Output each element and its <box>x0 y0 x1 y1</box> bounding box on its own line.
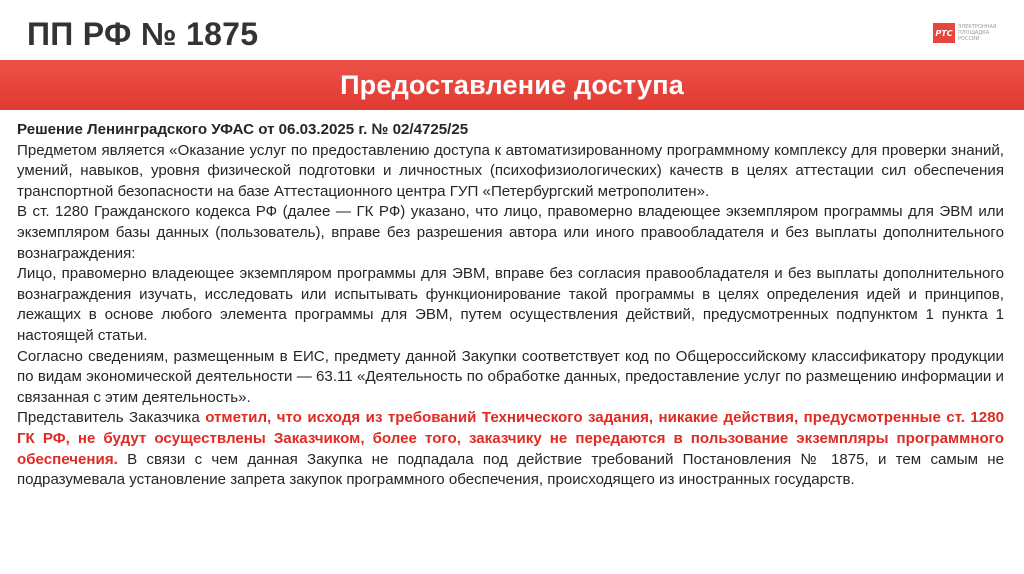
rts-logo <box>933 23 1003 43</box>
section-banner <box>0 60 1024 110</box>
banner-title: Предоставление доступа <box>340 69 684 100</box>
paragraph-eis-code: Согласно сведениям, размещенным в ЕИС, предмету данной Закупки соответствует код по Общероссийскому классификатору продукции по видам экономической деятельности — 63.11 «Деятельность по обработке данных, предоставление услуг по размещению информации и связанная с этим деятельность». <box>17 347 1004 406</box>
paragraph-lawful-owner: Лицо, правомерно владеющее экземпляром программы для ЭВМ, вправе без согласия правообладателя и без выплаты дополнительного вознаграждения изучать, исследовать или испытывать функционирование такой программы в целях определения идей и принципов, лежащих в основе любого элемента программы для ЭВМ, путем осуществления действий, предусмотренных подпунктом 1 пункта 1 настоящей статьи. <box>17 265 1004 344</box>
highlighted-statement: отметил, что исходя из требований Технического задания, никакие действия, предусмотренные ст. 1280 ГК РФ, не будут осуществлены Заказчиком, более того, заказчику не передаются в пользование экземпляры программного обеспечения. <box>17 409 1004 468</box>
decision-heading: Решение Ленинградского УФАС от 06.03.2025 г. № 02/4725/25 <box>17 121 469 138</box>
paragraph-customer-representative <box>17 408 1004 490</box>
paragraph-subject: Предметом является «Оказание услуг по предоставлению доступа к автоматизированному программному комплексу для проверки знаний, умений, навыков, уровня физической подготовки и личностных (психофизиологических) качеств в целях аттестации сил обеспечения транспортной безопасности на базе Аттестационного центра ГУП «Петербургский метрополитен». <box>17 141 1004 200</box>
slide-body <box>17 120 1004 491</box>
representative-conclusion: В связи с чем данная Закупка не подпадала под действие требований Постановления № 1875, и тем самым не подразумевала установление запрета закупок программного обеспечения, происходящего из иностранных государств. <box>17 450 1004 489</box>
logo-text: ЭЛЕКТРОННАЯ ПЛОЩАДКА РОССИИ <box>958 24 997 42</box>
logo-mark: РТС <box>933 23 955 43</box>
page-title: ПП РФ № 1875 <box>27 16 259 52</box>
paragraph-article-1280: В ст. 1280 Гражданского кодекса РФ (далее — ГК РФ) указано, что лицо, правомерно владеющее экземпляром программы для ЭВМ или экземпляром базы данных (пользователь), вправе без разрешения автора или иного правообладателя и без выплаты дополнительного вознаграждения: <box>17 203 1004 262</box>
representative-intro: Представитель Заказчика <box>17 409 206 427</box>
